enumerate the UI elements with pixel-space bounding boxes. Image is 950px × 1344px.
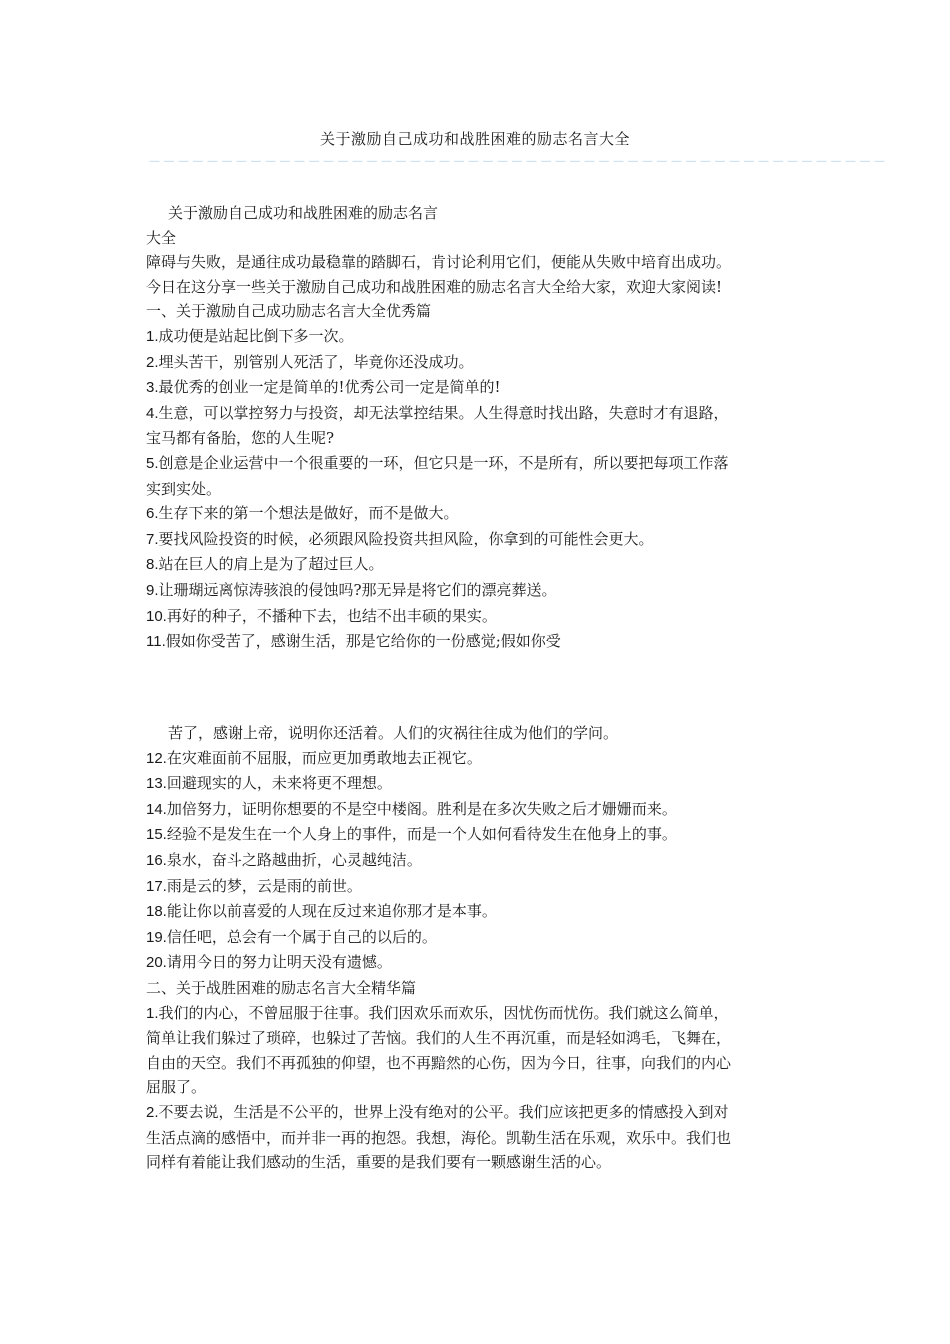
header-divider: －－－－－－－－－－－－－－－－－－－－－－－－－－－－－－－－－－－－－－－－－－－－－－－－－－－ <box>148 155 888 170</box>
item-text: 请用今日的努力让明天没有遗憾。 <box>166 953 392 972</box>
section-heading-2: 二、关于战胜困难的励志名言大全精华篇 <box>146 978 417 997</box>
list-item <box>146 451 812 477</box>
item-number: 18. <box>146 903 167 921</box>
item-number: 1. <box>146 327 159 345</box>
continued-text: 苦了，感谢上帝，说明你还活着。人们的灾祸往往成为他们的学问。 <box>168 724 619 742</box>
body-title-line-2: 大全 <box>146 228 177 247</box>
list-item <box>146 771 812 797</box>
item-number: 5. <box>146 454 159 472</box>
list-item <box>146 797 812 823</box>
item-text: 再好的种子，不播种下去，也结不出丰硕的果实。 <box>166 606 497 625</box>
item-text: 创意是企业运营中一个很重要的一环，但它只是一环，不是所有，所以要把每项工作落 <box>158 453 729 472</box>
item-text: 信任吧，总会有一个属于自己的以后的。 <box>166 927 437 946</box>
item-number: 2. <box>146 1103 159 1121</box>
list-item <box>146 578 812 604</box>
item-text: 要找风险投资的时候，必须跟风险投资共担风险，你拿到的可能性会更大。 <box>158 529 654 548</box>
body-title-line-1: 关于激励自己成功和战胜困难的励志名言 <box>168 204 439 222</box>
paragraph-line: 同样有着能让我们感动的生活，重要的是我们要有一颗感谢生活的心。 <box>146 1153 612 1172</box>
item-text: 经验不是发生在一个人身上的事件，而是一个人如何看待发生在他身上的事。 <box>166 825 677 844</box>
item-number: 4. <box>146 404 159 422</box>
item-number: 15. <box>146 826 167 844</box>
list-item <box>146 501 812 527</box>
list-item <box>146 324 812 350</box>
list-item <box>146 527 812 553</box>
item-number: 9. <box>146 581 159 599</box>
item-number: 6. <box>146 505 159 523</box>
list-item <box>146 401 812 427</box>
page-section-2 <box>146 721 812 1175</box>
item-text: 埋头苦干，别管别人死活了，毕竟你还没成功。 <box>158 352 474 371</box>
item-text: 生意，可以掌控努力与投资，却无法掌控结果。人生得意时找出路，失意时才有退路， <box>158 403 729 422</box>
intro-line-1: 障碍与失败，是通往成功最稳靠的踏脚石，肯讨论利用它们，便能从失败中培育出成功。 <box>146 253 732 272</box>
item-text: 在灾难面前不屈服，而应更加勇敢地去正视它。 <box>166 748 482 767</box>
item-number: 13. <box>146 775 167 793</box>
item-number: 11. <box>146 633 166 651</box>
list-item <box>146 848 812 874</box>
item-number: 16. <box>146 851 167 869</box>
item-number: 1. <box>146 1004 159 1022</box>
list-item <box>146 629 812 655</box>
paragraph-line <box>146 1001 812 1027</box>
item-text: 加倍努力，证明你想要的不是空中楼阁。胜利是在多次失败之后才姗姗而来。 <box>166 799 677 818</box>
list-item <box>146 350 812 376</box>
item-text: 雨是云的梦，云是雨的前世。 <box>166 876 362 895</box>
list-item-continuation: 实到实处。 <box>146 479 222 498</box>
item-text: 假如你受苦了，感谢生活，那是它给你的一份感觉;假如你受 <box>165 632 561 651</box>
item-number: 14. <box>146 800 167 818</box>
item-number: 17. <box>146 877 167 895</box>
item-number: 3. <box>146 379 159 397</box>
item-text: 泉水，奋斗之路越曲折，心灵越纯洁。 <box>166 850 422 869</box>
item-number: 20. <box>146 954 167 972</box>
list-item <box>146 874 812 900</box>
paragraph-line <box>146 1100 812 1126</box>
paragraph-line: 自由的天空。我们不再孤独的仰望，也不再黯然的心伤，因为今日，往事，向我们的内心 <box>146 1053 732 1072</box>
list-item <box>146 822 812 848</box>
item-text: 站在巨人的肩上是为了超过巨人。 <box>158 555 384 574</box>
item-text: 能让你以前喜爱的人现在反过来追你那才是本事。 <box>166 902 497 921</box>
item-text: 最优秀的创业一定是简单的!优秀公司一定是简单的! <box>158 378 501 397</box>
section-heading-1: 一、关于激励自己成功励志名言大全优秀篇 <box>146 302 432 321</box>
item-number: 19. <box>146 928 167 946</box>
item-text: 成功便是站起比倒下多一次。 <box>158 326 354 345</box>
list-item <box>146 375 812 401</box>
list-item <box>146 899 812 925</box>
list-item <box>146 925 812 951</box>
paragraph-line: 屈服了。 <box>146 1078 207 1097</box>
item-number: 8. <box>146 556 159 574</box>
item-text: 我们的内心，不曾屈服于往事。我们因欢乐而欢乐，因忧伤而忧伤。我们就这么简单， <box>158 1003 729 1022</box>
list-item <box>146 604 812 630</box>
item-number: 10. <box>146 607 167 625</box>
list-item <box>146 950 812 976</box>
item-text: 回避现实的人，未来将更不理想。 <box>166 774 392 793</box>
item-text: 生存下来的第一个想法是做好，而不是做大。 <box>158 504 459 523</box>
list-item <box>146 552 812 578</box>
item-number: 12. <box>146 749 167 767</box>
paragraph-line: 生活点滴的感悟中，而并非一再的抱怨。我想，海伦。凯勒生活在乐观，欢乐中。我们也 <box>146 1128 732 1147</box>
page-section-1 <box>146 201 812 655</box>
list-item <box>146 746 812 772</box>
item-text: 让珊瑚远离惊涛骇浪的侵蚀吗?那无异是将它们的漂亮葬送。 <box>158 580 557 599</box>
paragraph-line: 简单让我们躲过了琐碎，也躲过了苦恼。我们的人生不再沉重，而是轻如鸿毛，飞舞在， <box>146 1029 732 1048</box>
intro-line-2: 今日在这分享一些关于激励自己成功和战胜困难的励志名言大全给大家，欢迎大家阅读! <box>146 277 723 296</box>
list-item-continuation: 宝马都有备胎，您的人生呢? <box>146 429 335 448</box>
item-number: 2. <box>146 353 159 371</box>
item-number: 7. <box>146 530 159 548</box>
item-text: 不要去说，生活是不公平的，世界上没有绝对的公平。我们应该把更多的情感投入到对 <box>158 1102 729 1121</box>
document-title: 关于激励自己成功和战胜困难的励志名言大全 <box>319 130 630 148</box>
